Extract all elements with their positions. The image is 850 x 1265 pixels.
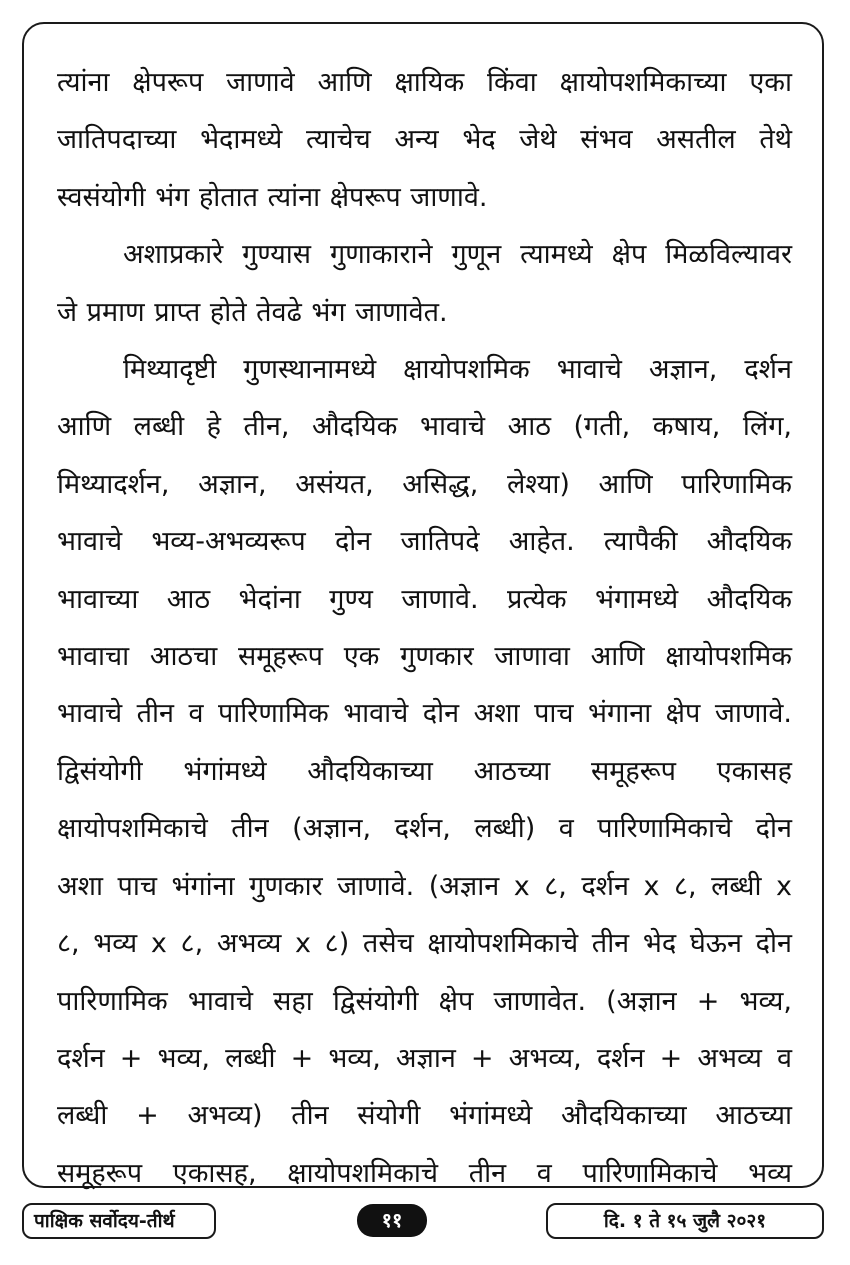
page-frame (22, 22, 824, 1188)
paragraph-1 (57, 54, 792, 226)
text-line: भावाचे भव्य-अभव्यरूप दोन जातिपदे आहेत. त्यापैकी औदयिक (57, 526, 792, 558)
text-line: ८, भव्य x ८, अभव्य x ८) तसेच क्षायोपशमिकाचे तीन भेद घेऊन दोन (57, 928, 792, 960)
text-line: त्यांना क्षेपरूप जाणावे आणि क्षायिक किंवा क्षायोपशमिकाच्या एका (57, 67, 792, 98)
text-line: जातिपदाच्या भेदामध्ये त्याचेच अन्य भेद जेथे संभव असतील तेथे (57, 124, 792, 156)
text-line: भावाच्या आठ भेदांना गुण्य जाणावे. प्रत्येक भंगामध्ये औदयिक (57, 583, 792, 615)
text-line: दर्शन + भव्य, लब्धी + भव्य, अज्ञान + अभव्य, दर्शन + अभव्य व (57, 1042, 792, 1074)
text-line: भावाचे तीन व पारिणामिक भावाचे दोन अशा पाच भंगाना क्षेप जाणावे. (57, 698, 792, 730)
text-line: क्षायोपशमिकाचे तीन (अज्ञान, दर्शन, लब्धी) व पारिणामिकाचे दोन (57, 813, 792, 845)
text-line: द्विसंयोगी भंगांमध्ये औदयिकाच्या आठच्या समूहरूप एकासह (57, 755, 792, 787)
publication-name: पाक्षिक सर्वोदय-तीर्थ (22, 1203, 216, 1239)
text-line: लब्धी + अभव्य) तीन संयोगी भंगांमध्ये औदयिकाच्या आठच्या (57, 1100, 792, 1132)
text-line: अशा पाच भंगांना गुणकार जाणावे. (अज्ञान x ८, दर्शन x ८, लब्धी x (57, 870, 792, 902)
paragraph-3 (57, 341, 792, 1202)
text-line: जे प्रमाण प्राप्त होते तेवढे भंग जाणावेत. (57, 296, 448, 328)
text-line: स्वसंयोगी भंग होतात त्यांना क्षेपरूप जाणावे. (57, 181, 488, 213)
text-line: भावाचा आठचा समूहरूप एक गुणकार जाणावा आणि क्षायोपशमिक (57, 641, 792, 673)
paragraph-2 (57, 226, 792, 341)
text-line: मिथ्यादर्शन, अज्ञान, असंयत, असिद्ध, लेश्या) आणि पारिणामिक (57, 468, 792, 500)
issue-date: दि. १ ते १५ जुलै २०२१ (546, 1203, 824, 1239)
text-line: समूहरूप एकासह, क्षायोपशमिकाचे तीन व पारिणामिकाचे भव्य (57, 1157, 792, 1189)
text-line: पारिणामिक भावाचे सहा द्विसंयोगी क्षेप जाणावेत. (अज्ञान + भव्य, (57, 985, 792, 1017)
text-line: मिथ्यादृष्टी गुणस्थानामध्ये क्षायोपशमिक भावाचे अज्ञान, दर्शन (123, 354, 792, 386)
page-number: ११ (357, 1204, 427, 1237)
text-line: अशाप्रकारे गुण्यास गुणाकाराने गुणून त्यामध्ये क्षेप मिळविल्यावर (123, 239, 792, 271)
text-line: आणि लब्धी हे तीन, औदयिक भावाचे आठ (गती, कषाय, लिंग, (57, 411, 792, 443)
